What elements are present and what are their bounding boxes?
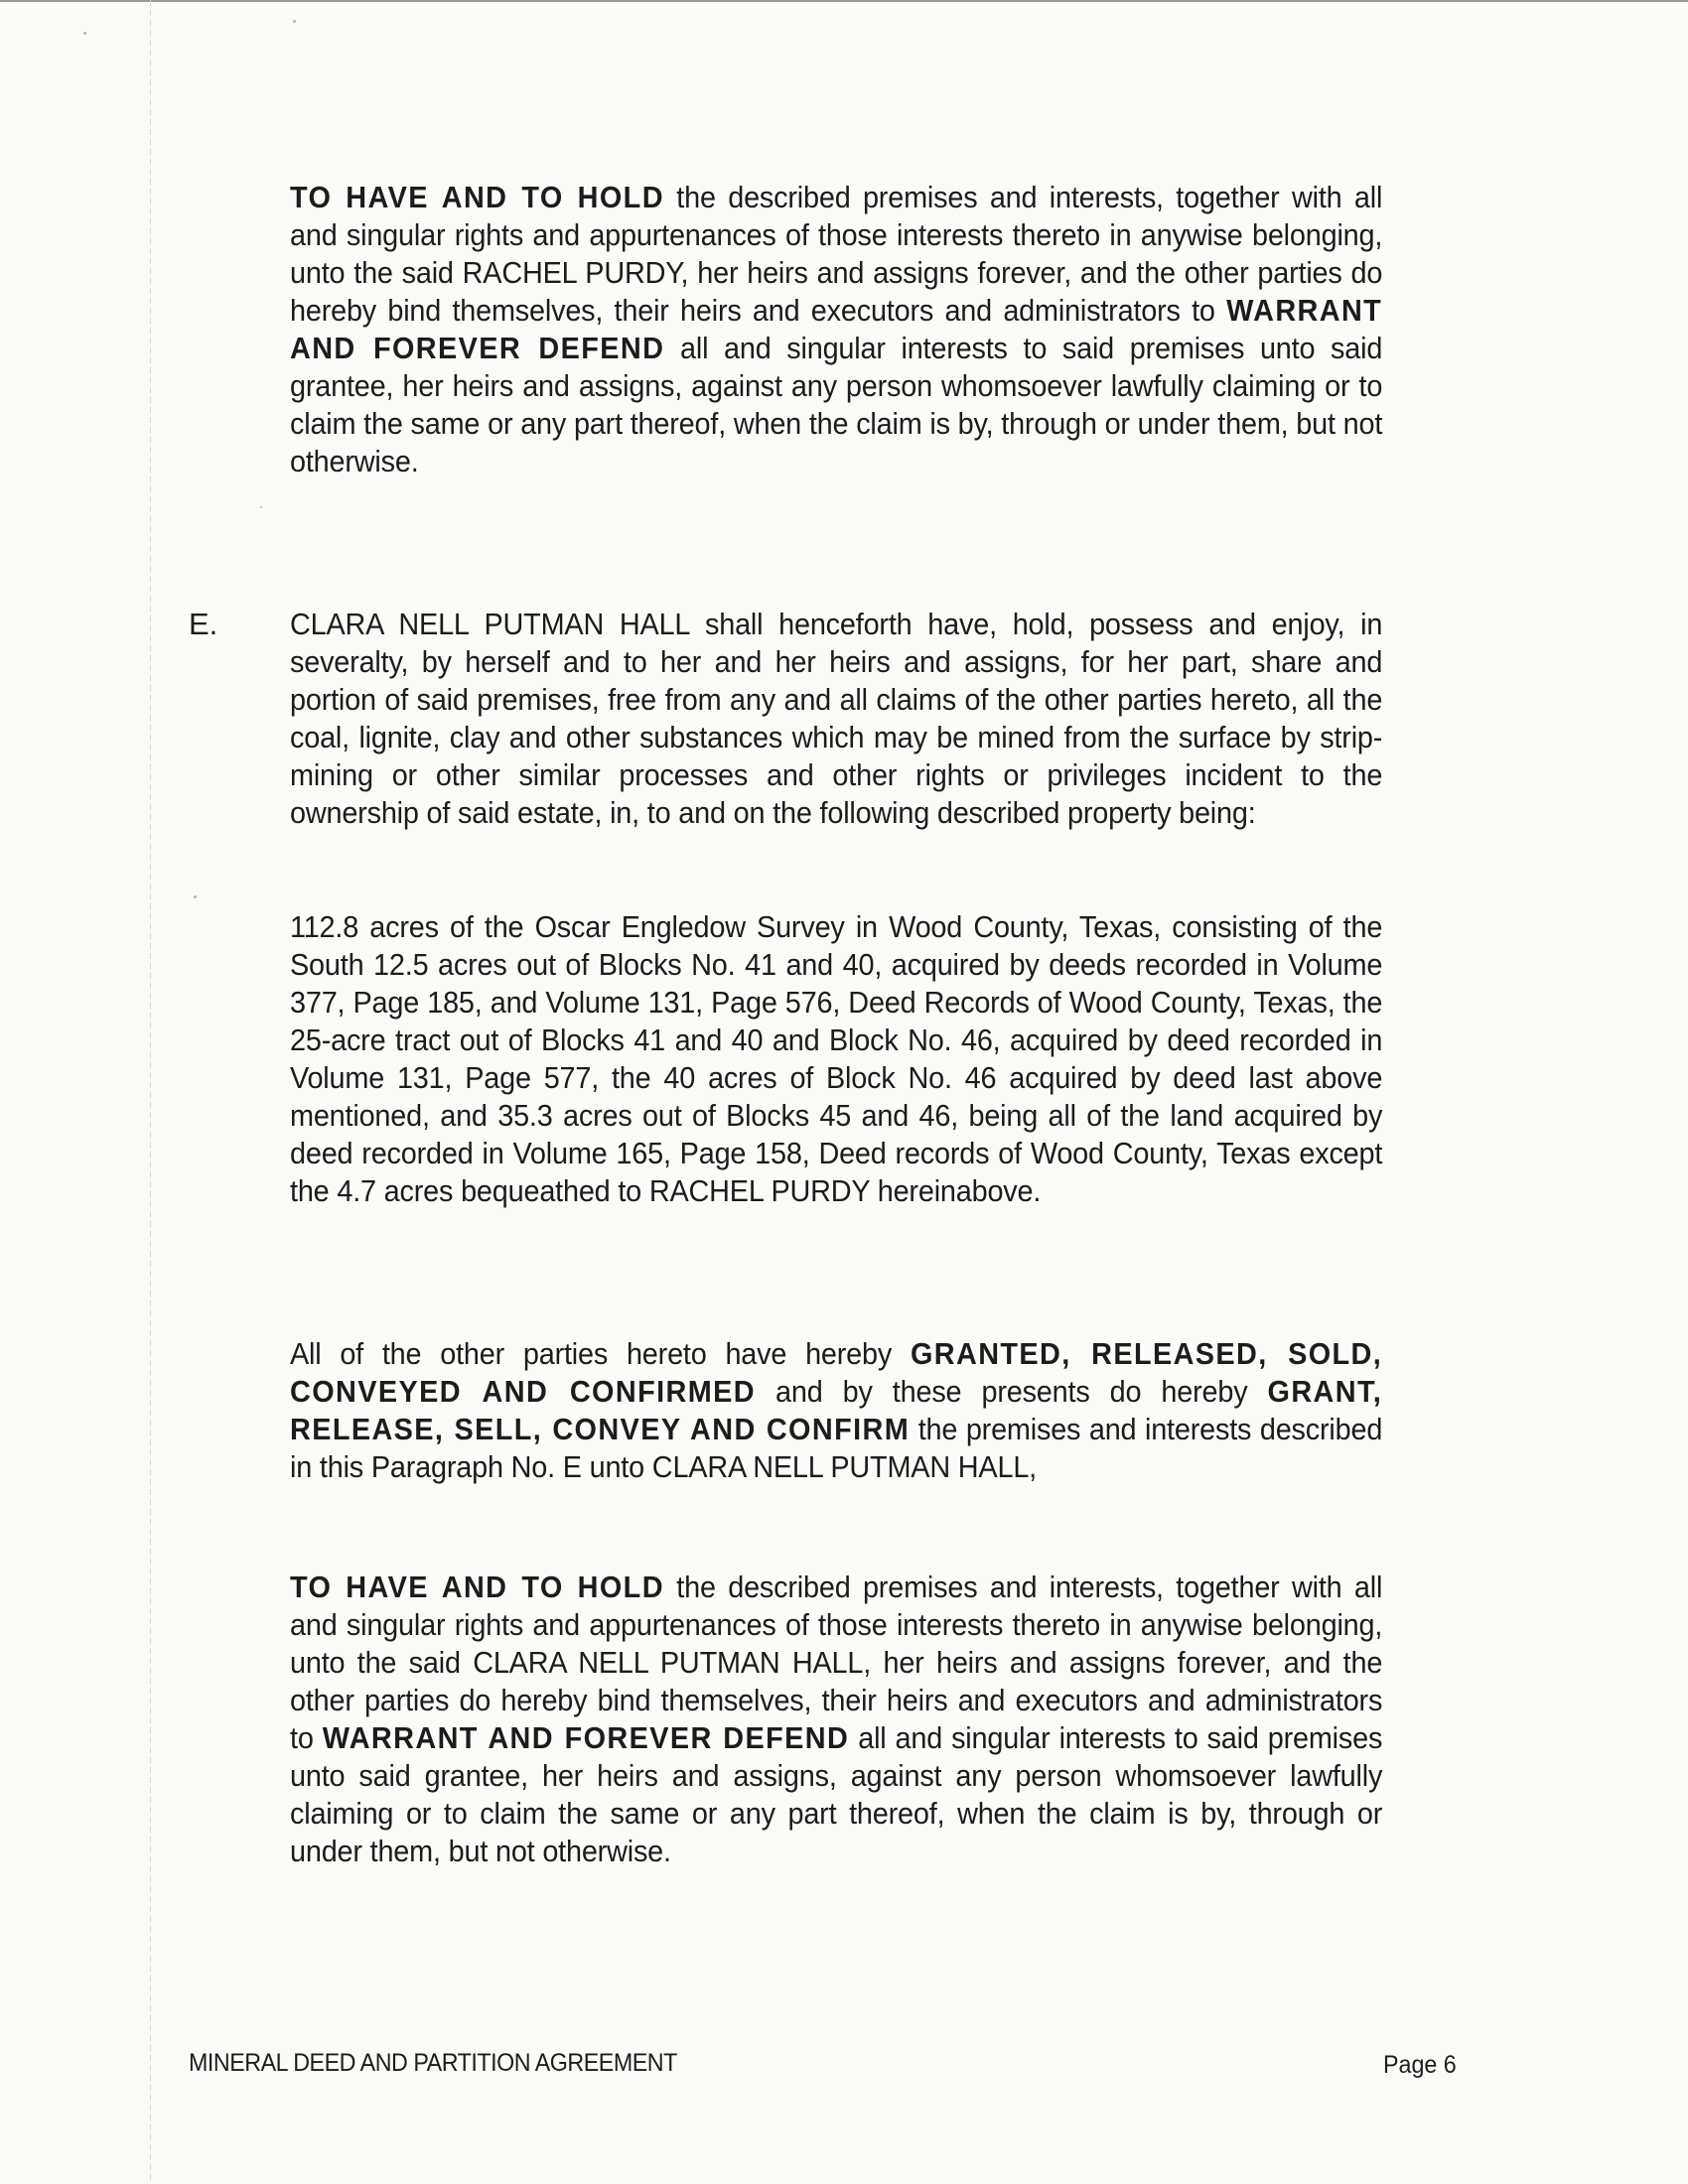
- paragraph-text: the premises and interests described in this Paragraph No. E unto CLARA NELL PUTMAN HALL,: [290, 1412, 1383, 1484]
- paragraph-text: all and singular interests to said premises unto said grantee, her heirs and assigns, against any person whomsoever lawfully claiming or to claim the same or any part thereof, when the claim is by, through or under them, but not otherwise.: [290, 1720, 1383, 1868]
- section-label: E.: [189, 607, 218, 641]
- bold-phrase: GRANT, RELEASE, SELL, CONVEY AND CONFIRM: [290, 1374, 1383, 1446]
- paragraph-text: all and singular interests to said premises unto said grantee, her heirs and assigns, against any person whomsoever lawfully claiming or to claim the same or any part thereof, when the claim is by, through or under them, but not otherwise.: [290, 331, 1383, 478]
- bold-phrase: GRANTED, RELEASED, SOLD, CONVEYED AND CONFIRMED: [290, 1336, 1383, 1409]
- paragraph-text: All of the other parties hereto have hereby: [290, 1336, 911, 1371]
- bold-phrase: TO HAVE AND TO HOLD: [290, 180, 664, 214]
- footer-page-number: Page 6: [1383, 2051, 1457, 2079]
- paragraph-text: and by these presents do hereby: [755, 1374, 1268, 1409]
- scan-fold-line: [150, 0, 151, 2184]
- scan-speck: [260, 506, 262, 508]
- habendum-paragraph-rachel-purdy: [290, 179, 1382, 480]
- grant-paragraph: [290, 1335, 1382, 1486]
- bold-phrase: WARRANT AND FOREVER DEFEND: [322, 1720, 850, 1755]
- bold-phrase: TO HAVE AND TO HOLD: [290, 1570, 664, 1604]
- habendum-paragraph-clara-nell-putman-hall: [290, 1569, 1382, 1870]
- scan-speck: [194, 895, 197, 898]
- bold-phrase: WARRANT AND FOREVER DEFEND: [290, 293, 1383, 365]
- scan-speck: [83, 32, 86, 35]
- scan-top-edge: [0, 0, 1688, 2]
- paragraph-text: the described premises and interests, together with all and singular rights and appurtenances of those interests thereto in anywise belonging, unto the said CLARA NELL PUTMAN HALL, her heirs and assigns forever, and the other parties do hereby bind themselves, their heirs and executors and administrators to: [290, 1570, 1383, 1755]
- scan-speck: [293, 20, 296, 23]
- property-description: 112.8 acres of the Oscar Engledow Survey in Wood County, Texas, consisting of the South 12.5 acres out of Blocks No. 41 and 40, acquired by deeds recorded in Volume 377, Page 185, and Volume 131, Page 576, Deed Records of Wood County, Texas, the 25-acre tract out of Blocks 41 and 40 and Block No. 46, acquired by deed recorded in Volume 131, Page 577, the 40 acres of Block No. 46 acquired by deed last above mentioned, and 35.3 acres out of Blocks 45 and 46, being all of the land acquired by deed recorded in Volume 165, Page 158, Deed records of Wood County, Texas except the 4.7 acres bequeathed to RACHEL PURDY hereinabove.: [290, 909, 1383, 1208]
- footer-document-title: MINERAL DEED AND PARTITION AGREEMENT: [189, 2049, 677, 2077]
- paragraph-text: the described premises and interests, together with all and singular rights and appurtenances of those interests thereto in anywise belonging, unto the said RACHEL PURDY, her heirs and assigns forever, and the other parties do hereby bind themselves, their heirs and executors and administrators to: [290, 180, 1383, 328]
- section-e-intro: CLARA NELL PUTMAN HALL shall henceforth have, hold, possess and enjoy, in severalty, by herself and to her and her heirs and assigns, for her part, share and portion of said premises, free from any and all claims of the other parties hereto, all the coal, lignite, clay and other substances which may be mined from the surface by strip-mining or other similar processes and other rights or privileges incident to the ownership of said estate, in, to and on the following described property being:: [290, 607, 1383, 830]
